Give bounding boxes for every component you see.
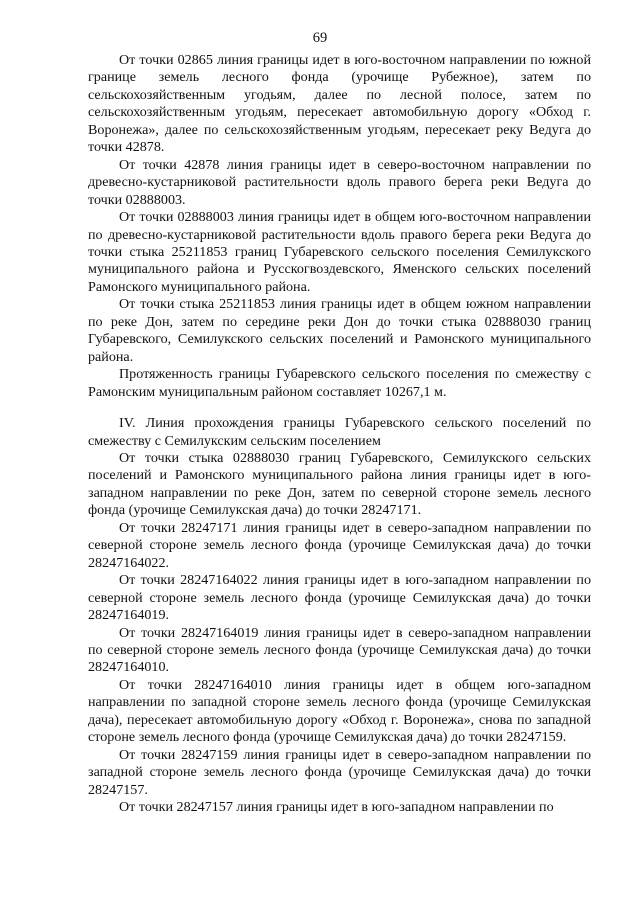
paragraph: От точки 28247171 линия границы идет в северо-западном направлении по северной стороне земель лесного фонда (урочище Семилукская дача) до точки 28247164022. <box>88 519 591 571</box>
paragraph: От точки 28247157 линия границы идет в юго-западном направлении по <box>119 799 554 816</box>
paragraph: От точки 28247164010 линия границы идет в общем юго-западном направлении по западной стороне земель лесного фонда (урочище Семилукская дача), пересекает автомобильную дорогу «Обход г. Воронежа», снова по западной стороне земель лесного фонда (урочище Семилукская дача) до точки 28247159. <box>88 676 591 746</box>
paragraph: От точки 02888003 линия границы идет в общем юго-восточном направлении по древесно-кустарниковой растительности вдоль правого берега реки Ведуга до точки стыка 25211853 границ Губаревского сельского поселения Семилукского муниципального района и Русскогвоздевского, Яменского сельских поселений Рамонского муниципального района. <box>88 209 591 295</box>
paragraph: От точки 28247164022 линия границы идет в юго-западном направлении по северной стороне земель лесного фонда (урочище Семилукская дача) до точки 28247164019. <box>88 572 591 624</box>
page-number: 69 <box>312 30 328 46</box>
paragraph: От точки стыка 25211853 линия границы идет в общем южном направлении по реке Дон, затем по середине реки Дон до точки стыка 02888030 границ Губаревского, Семилукского сельских поселений и Рамонского муниципального района. <box>88 296 591 365</box>
section-heading: IV. Линия прохождения границы Губаревского сельского поселений по смежеству с Семилукским сельским поселением <box>88 415 591 449</box>
paragraph: От точки 02865 линия границы идет в юго-восточном направлении по южной границе земель лесного фонда (урочище Рубежное), затем по сельскохозяйственным угодьям, далее по лесной полосе, затем по сельскохозяйственным угодьям, пересекает автомобильную дорогу «Обход г. Воронежа», далее по сельскохозяйственным угодьям, пересекает реку Ведуга до точки 42878. <box>88 52 591 156</box>
paragraph: Протяженность границы Губаревского сельского поселения по смежеству с Рамонским муниципальным районом составляет 10267,1 м. <box>88 366 591 400</box>
document-body <box>88 52 591 816</box>
paragraph: От точки 28247164019 линия границы идет в северо-западном направлении по северной стороне земель лесного фонда (урочище Семилукская дача) до точки 28247164010. <box>88 624 591 676</box>
paragraph: От точки 42878 линия границы идет в северо-восточном направлении по древесно-кустарниковой растительности вдоль правого берега реки Ведуга до точки 02888003. <box>88 156 591 208</box>
paragraph: От точки стыка 02888030 границ Губаревского, Семилукского сельских поселений и Рамонского муниципального района линия границы идет в юго-западном направлении по реке Дон, затем по северной стороне земель лесного фонда (урочище Семилукская дача) до точки 28247171. <box>88 449 591 519</box>
paragraph: От точки 28247159 линия границы идет в северо-западном направлении по западной стороне земель лесного фонда (урочище Семилукская дача) до точки 28247157. <box>88 746 591 798</box>
